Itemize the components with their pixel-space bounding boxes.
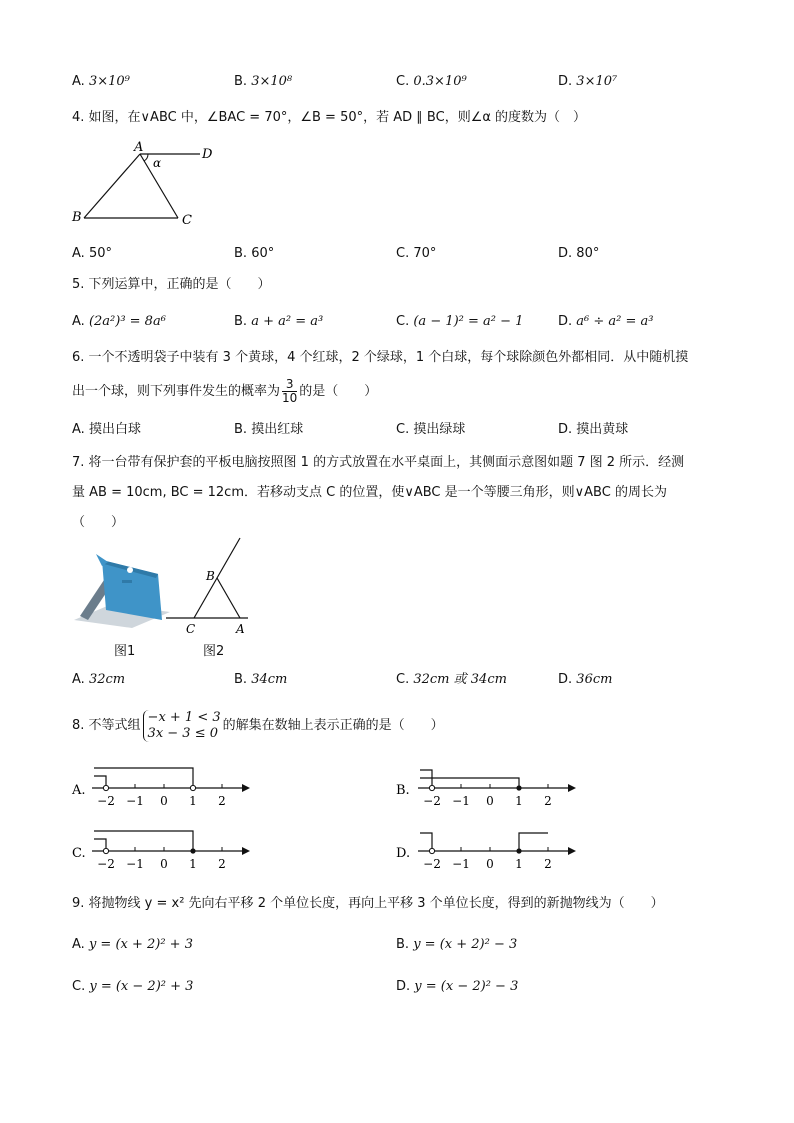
q7-option-b: B. 34cm	[234, 672, 288, 687]
q7-option-a: A. 32cm	[72, 672, 126, 687]
q8-tick-label: −1	[452, 794, 470, 808]
q4-option-d: D. 80°	[558, 246, 600, 261]
q8-point-closed	[516, 848, 521, 853]
q5-option-d: D. a⁶ ÷ a² = a³	[558, 314, 654, 329]
q8-stem: 8. 不等式组 −x + 1 < 3 3x − 3 ≤ 0 的解集在数轴上表示正确的是（ ）	[72, 709, 444, 741]
q8-tick-label: −2	[423, 794, 441, 808]
q8-numberline-c	[72, 825, 262, 875]
q4-label-alpha: α	[153, 156, 162, 170]
q7-label-c: C	[186, 622, 196, 636]
q9-option-b: B. y = (x + 2)² − 3	[396, 937, 518, 952]
q6-option-a: A. 摸出白球	[72, 422, 141, 437]
q8-tick-label: 0	[160, 794, 168, 808]
q7-side-view-figure	[166, 536, 256, 636]
q8-tick-label: 1	[189, 857, 197, 871]
q4-label-a: A	[134, 140, 144, 155]
q5-stem: 5. 下列运算中，正确的是（ ）	[72, 277, 271, 292]
q3-option-b: B. 3×10⁸	[234, 74, 293, 89]
q3-option-d: D. 3×10⁷	[558, 74, 618, 89]
q8-numberline-d	[396, 825, 586, 875]
q5-option-c: C. (a − 1)² = a² − 1	[396, 314, 524, 329]
q8-tick-label: 1	[515, 794, 523, 808]
q8-tick-label: −2	[423, 857, 441, 871]
q8-tick-label: −1	[126, 857, 144, 871]
q8-numberline-a	[72, 762, 262, 812]
q8-tick-label: 0	[160, 857, 168, 871]
q5-option-a: A. (2a²)³ = 8a⁶	[72, 314, 166, 329]
q4-option-a: A. 50°	[72, 246, 112, 261]
q8-point-open	[103, 848, 108, 853]
q8-label-a: A.	[72, 783, 86, 798]
q4-option-c: C. 70°	[396, 246, 437, 261]
q8-tick-label: 1	[515, 857, 523, 871]
q8-point-closed	[190, 848, 195, 853]
q6-option-c: C. 摸出绿球	[396, 422, 466, 437]
q8-tick-label: 0	[486, 794, 494, 808]
q7-fig1-caption: 图1	[114, 644, 136, 659]
q8-point-open	[429, 785, 434, 790]
q3-option-c: C. 0.3×10⁹	[396, 74, 467, 89]
q6-option-d: D. 摸出黄球	[558, 422, 629, 437]
q3-option-a: A. 3×10⁹	[72, 74, 130, 89]
q8-point-open	[429, 848, 434, 853]
q7-stem-line3: （ ）	[72, 515, 125, 530]
q9-stem: 9. 将抛物线 y = x² 先向右平移 2 个单位长度，再向上平移 3 个单位长度，得到的新抛物线为（ ）	[72, 896, 664, 911]
q6-stem-line1: 6. 一个不透明袋子中装有 3 个黄球，4 个红球，2 个绿球，1 个白球，每个球除颜色外都相同．从中随机摸	[72, 350, 689, 365]
q7-stem-line1: 7. 将一台带有保护套的平板电脑按照图 1 的方式放置在水平桌面上，其侧面示意图如题 7 图 2 所示．经测	[72, 455, 685, 470]
q8-inequality-system: −x + 1 < 3 3x − 3 ≤ 0	[143, 710, 221, 742]
q6-stem-line2: 出一个球，则下列事件发生的概率为 $\frac{3}{10}$ 的是（ ）	[72, 377, 378, 405]
q4-stem: 4. 如图，在∨ABC 中，∠BAC = 70°，∠B = 50°，若 AD ∥ BC，则∠α 的度数为（ ）	[72, 110, 587, 125]
q8-tick-label: 2	[218, 794, 226, 808]
q7-option-c: C. 32cm 或 34cm	[396, 672, 507, 687]
q8-point-open	[103, 785, 108, 790]
q8-tick-label: 1	[189, 794, 197, 808]
q8-tick-label: 2	[544, 857, 552, 871]
q7-label-b: B	[206, 569, 215, 583]
q8-tick-label: −2	[97, 857, 115, 871]
q8-tick-label: 0	[486, 857, 494, 871]
q4-option-b: B. 60°	[234, 246, 275, 261]
q8-tick-label: −1	[126, 794, 144, 808]
q4-label-b: B	[72, 210, 82, 225]
q8-tick-label: 2	[218, 857, 226, 871]
q8-point-open	[190, 785, 195, 790]
q8-point-closed	[516, 785, 521, 790]
q8-label-c: C.	[72, 846, 86, 861]
q7-stem-line2: 量 AB = 10cm, BC = 12cm．若移动支点 C 的位置，使∨ABC 是一个等腰三角形，则∨ABC 的周长为	[72, 485, 667, 500]
q4-label-c: C	[182, 213, 192, 228]
q6-option-b: B. 摸出红球	[234, 422, 304, 437]
q7-tablet-photo	[72, 552, 172, 632]
q4-triangle-figure	[68, 140, 248, 230]
q9-option-a: A. y = (x + 2)² + 3	[72, 937, 193, 952]
q8-tick-label: −2	[97, 794, 115, 808]
q8-label-d: D.	[396, 846, 411, 861]
q9-option-d: D. y = (x − 2)² − 3	[396, 979, 519, 994]
q8-numberline-b	[396, 762, 586, 812]
q8-label-b: B.	[396, 783, 410, 798]
q7-fig2-caption: 图2	[203, 644, 225, 659]
q5-option-b: B. a + a² = a³	[234, 314, 324, 329]
q4-label-d: D	[202, 147, 213, 162]
q6-fraction: $\frac{3}{10}$	[282, 377, 298, 405]
q7-option-d: D. 36cm	[558, 672, 613, 687]
q8-tick-label: 2	[544, 794, 552, 808]
q7-label-a: A	[236, 622, 245, 636]
q8-tick-label: −1	[452, 857, 470, 871]
q9-option-c: C. y = (x − 2)² + 3	[72, 979, 194, 994]
